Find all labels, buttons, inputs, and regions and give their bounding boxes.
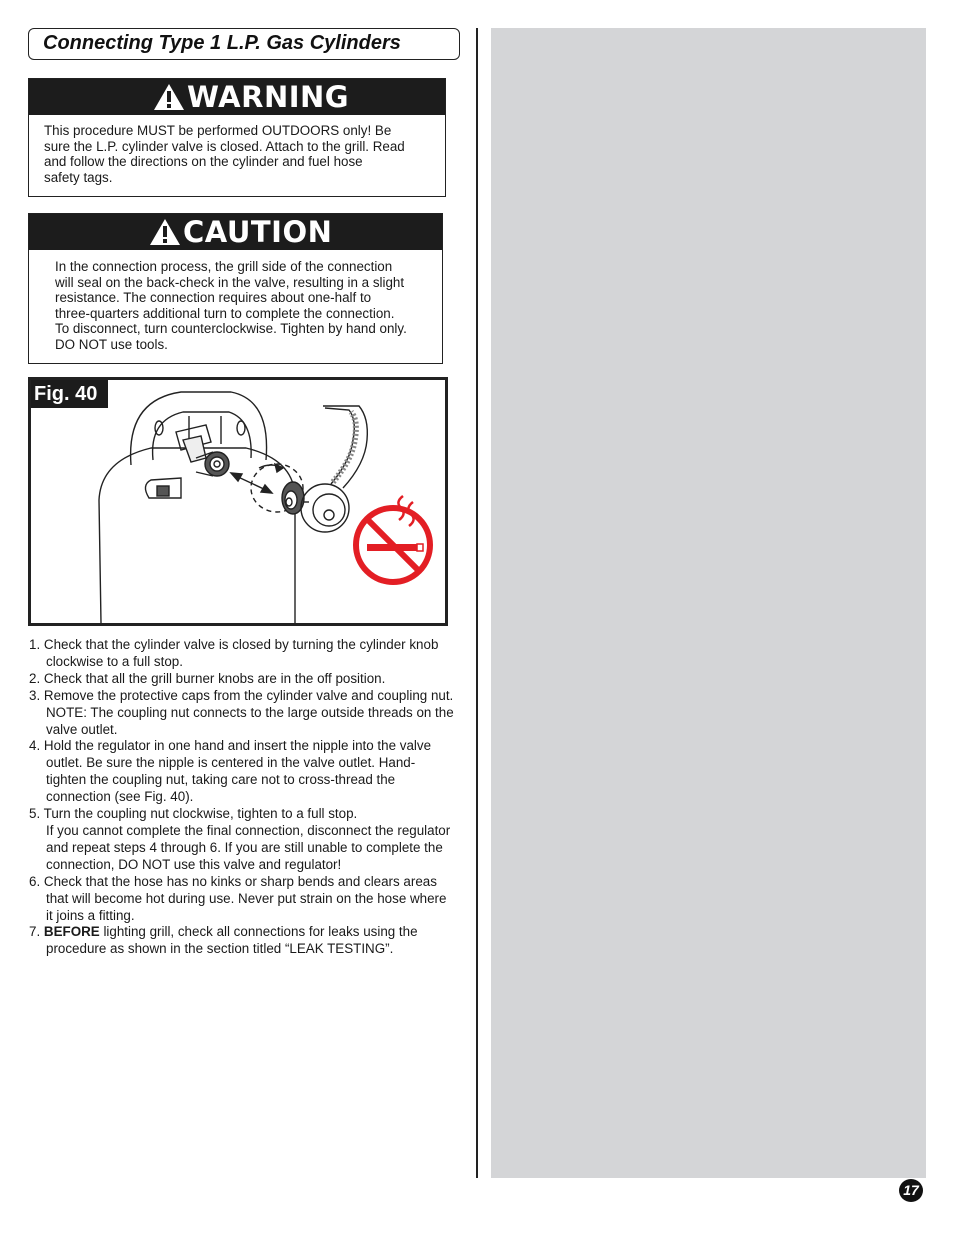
list-item: 4. Hold the regulator in one hand and insert the nipple into the valve outlet. Be sure the nipple is centered in the valve outlet. Hand-tighten the coupling nut, taking care not to cross-thread the connection (see Fig. 40). — [29, 738, 432, 805]
caution-line: will seal on the back-check in the valve, resulting in a slight — [55, 274, 405, 290]
caution-box — [28, 213, 443, 364]
list-item: 3. Remove the protective caps from the cylinder valve and coupling nut. NOTE: The coupling nut connects to the large outside threads on the valve outlet. — [29, 687, 454, 737]
list-item: 1. Check that the cylinder valve is closed by turning the cylinder knob clockwise to a full stop. — [29, 637, 439, 669]
list-item: 2. Check that all the grill burner knobs are in the off position. — [29, 670, 386, 686]
figure-40 — [28, 377, 448, 626]
column-divider — [476, 28, 478, 1178]
list-item: 6. Check that the hose has no kinks or sharp bends and clears areas that will become hot during use. Never put strain on the hose where it joins a fitting. — [29, 873, 447, 923]
list-item: 5. Turn the coupling nut clockwise, tighten to a full stop. If you cannot complete the final connection, disconnect the regulator and repeat steps 4 through 6. If you are still unable to complete the connection, DO NOT use this valve and regulator! — [29, 806, 451, 872]
caution-line: resistance. The connection requires about one-half to — [55, 290, 372, 305]
warning-line: This procedure MUST be performed OUTDOORS only! Be — [44, 123, 392, 138]
warning-header — [29, 79, 445, 115]
caution-header — [29, 214, 442, 250]
steps-list — [29, 637, 454, 958]
warning-box — [28, 78, 446, 197]
caution-line: To disconnect, turn counterclockwise. Tighten by hand only. — [55, 321, 407, 336]
blank-gray-panel — [491, 28, 926, 1178]
warning-triangle-icon — [153, 83, 185, 111]
caution-label: CAUTION — [183, 215, 333, 249]
step-5-extra: If you cannot complete the final connection, disconnect the regulator and repeat steps 4 through 6. If you are still unable to complete the connection, DO NOT use this valve and regulator! — [46, 822, 451, 872]
caution-line: DO NOT use tools. — [55, 336, 168, 352]
caution-line: In the connection process, the grill side of the connection — [55, 259, 393, 274]
caution-line: three-quarters additional turn to complete the connection. — [55, 305, 395, 321]
caution-triangle-icon — [149, 218, 181, 246]
figure-label: Fig. 40 — [31, 380, 108, 408]
warning-label: WARNING — [187, 80, 350, 114]
list-item: 7. BEFORE lighting grill, check all connections for leaks using the procedure as shown in the section titled “LEAK TESTING”. — [29, 924, 418, 957]
section-title: Connecting Type 1 L.P. Gas Cylinders — [43, 32, 401, 54]
caution-text — [55, 259, 407, 352]
warning-line: and follow the directions on the cylinder and fuel hose — [44, 154, 363, 170]
page-number: 17 — [899, 1179, 923, 1202]
warning-text — [44, 123, 405, 185]
cylinder-regulator-illustration — [31, 380, 445, 623]
warning-line: safety tags. — [44, 169, 113, 185]
no-smoking-icon — [356, 496, 430, 582]
warning-line: sure the L.P. cylinder valve is closed. Attach to the grill. Read — [44, 138, 405, 154]
section-title-box — [28, 28, 460, 60]
